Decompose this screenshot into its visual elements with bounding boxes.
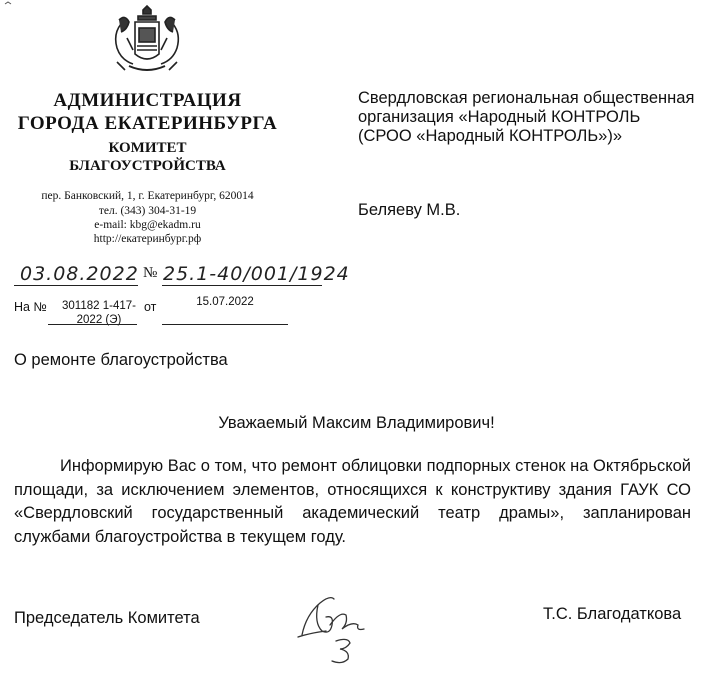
org-name-line2: ГОРОДА ЕКАТЕРИНБУРГА <box>17 113 278 134</box>
outgoing-number: 25.1-40/001/1924 <box>163 263 350 285</box>
recipient-name: Беляеву М.В. <box>358 201 461 219</box>
reference-from-label: от <box>144 300 157 314</box>
org-email: e-mail: kbg@ekadm.ru <box>94 219 201 231</box>
org-name-line1: АДМИНИСТРАЦИЯ <box>53 90 242 111</box>
org-website: http://екатеринбург.рф <box>93 233 202 245</box>
coat-of-arms-icon <box>107 4 187 76</box>
recipient-organization: Свердловская региональная общественная организация «Народный КОНТРОЛЬ (СРОО «Народный КОНТРОЛЬ»)» <box>358 89 695 145</box>
reference-number-underline <box>48 324 137 325</box>
handwritten-signature <box>296 585 376 667</box>
number-sign: № <box>143 265 158 281</box>
number-underline <box>162 285 322 286</box>
corner-mark-icon <box>4 1 14 11</box>
salutation: Уважаемый Максим Владимирович! <box>218 414 495 432</box>
outgoing-date: 03.08.2022 <box>20 263 139 285</box>
signatory-title: Председатель Комитета <box>14 609 200 627</box>
reference-number: 301182 1-417-2022 (Э) <box>62 300 136 326</box>
letter-subject: О ремонте благоустройства <box>14 351 228 369</box>
signatory-name: Т.С. Благодаткова <box>543 605 682 623</box>
org-phone: тел. (343) 304-31-19 <box>98 205 197 217</box>
date-underline <box>14 285 138 286</box>
dept-name-line1: КОМИТЕТ <box>108 140 187 156</box>
letter-body: Информирую Вас о том, что ремонт облицовки подпорных стенок на Октябрьской площади, за исключением элементов, относящихся к конструктиву здания ГАУК СО «Свердловский государственный академический театр драмы», запланирован службами благоустройства в текущем году. <box>14 457 691 546</box>
reference-date: 15.07.2022 <box>196 296 254 308</box>
reference-date-underline <box>162 324 288 325</box>
reference-label: На № <box>14 300 47 314</box>
dept-name-line2: БЛАГОУСТРОЙСТВА <box>69 158 226 174</box>
org-address: пер. Банковский, 1, г. Екатеринбург, 620014 <box>41 190 254 202</box>
